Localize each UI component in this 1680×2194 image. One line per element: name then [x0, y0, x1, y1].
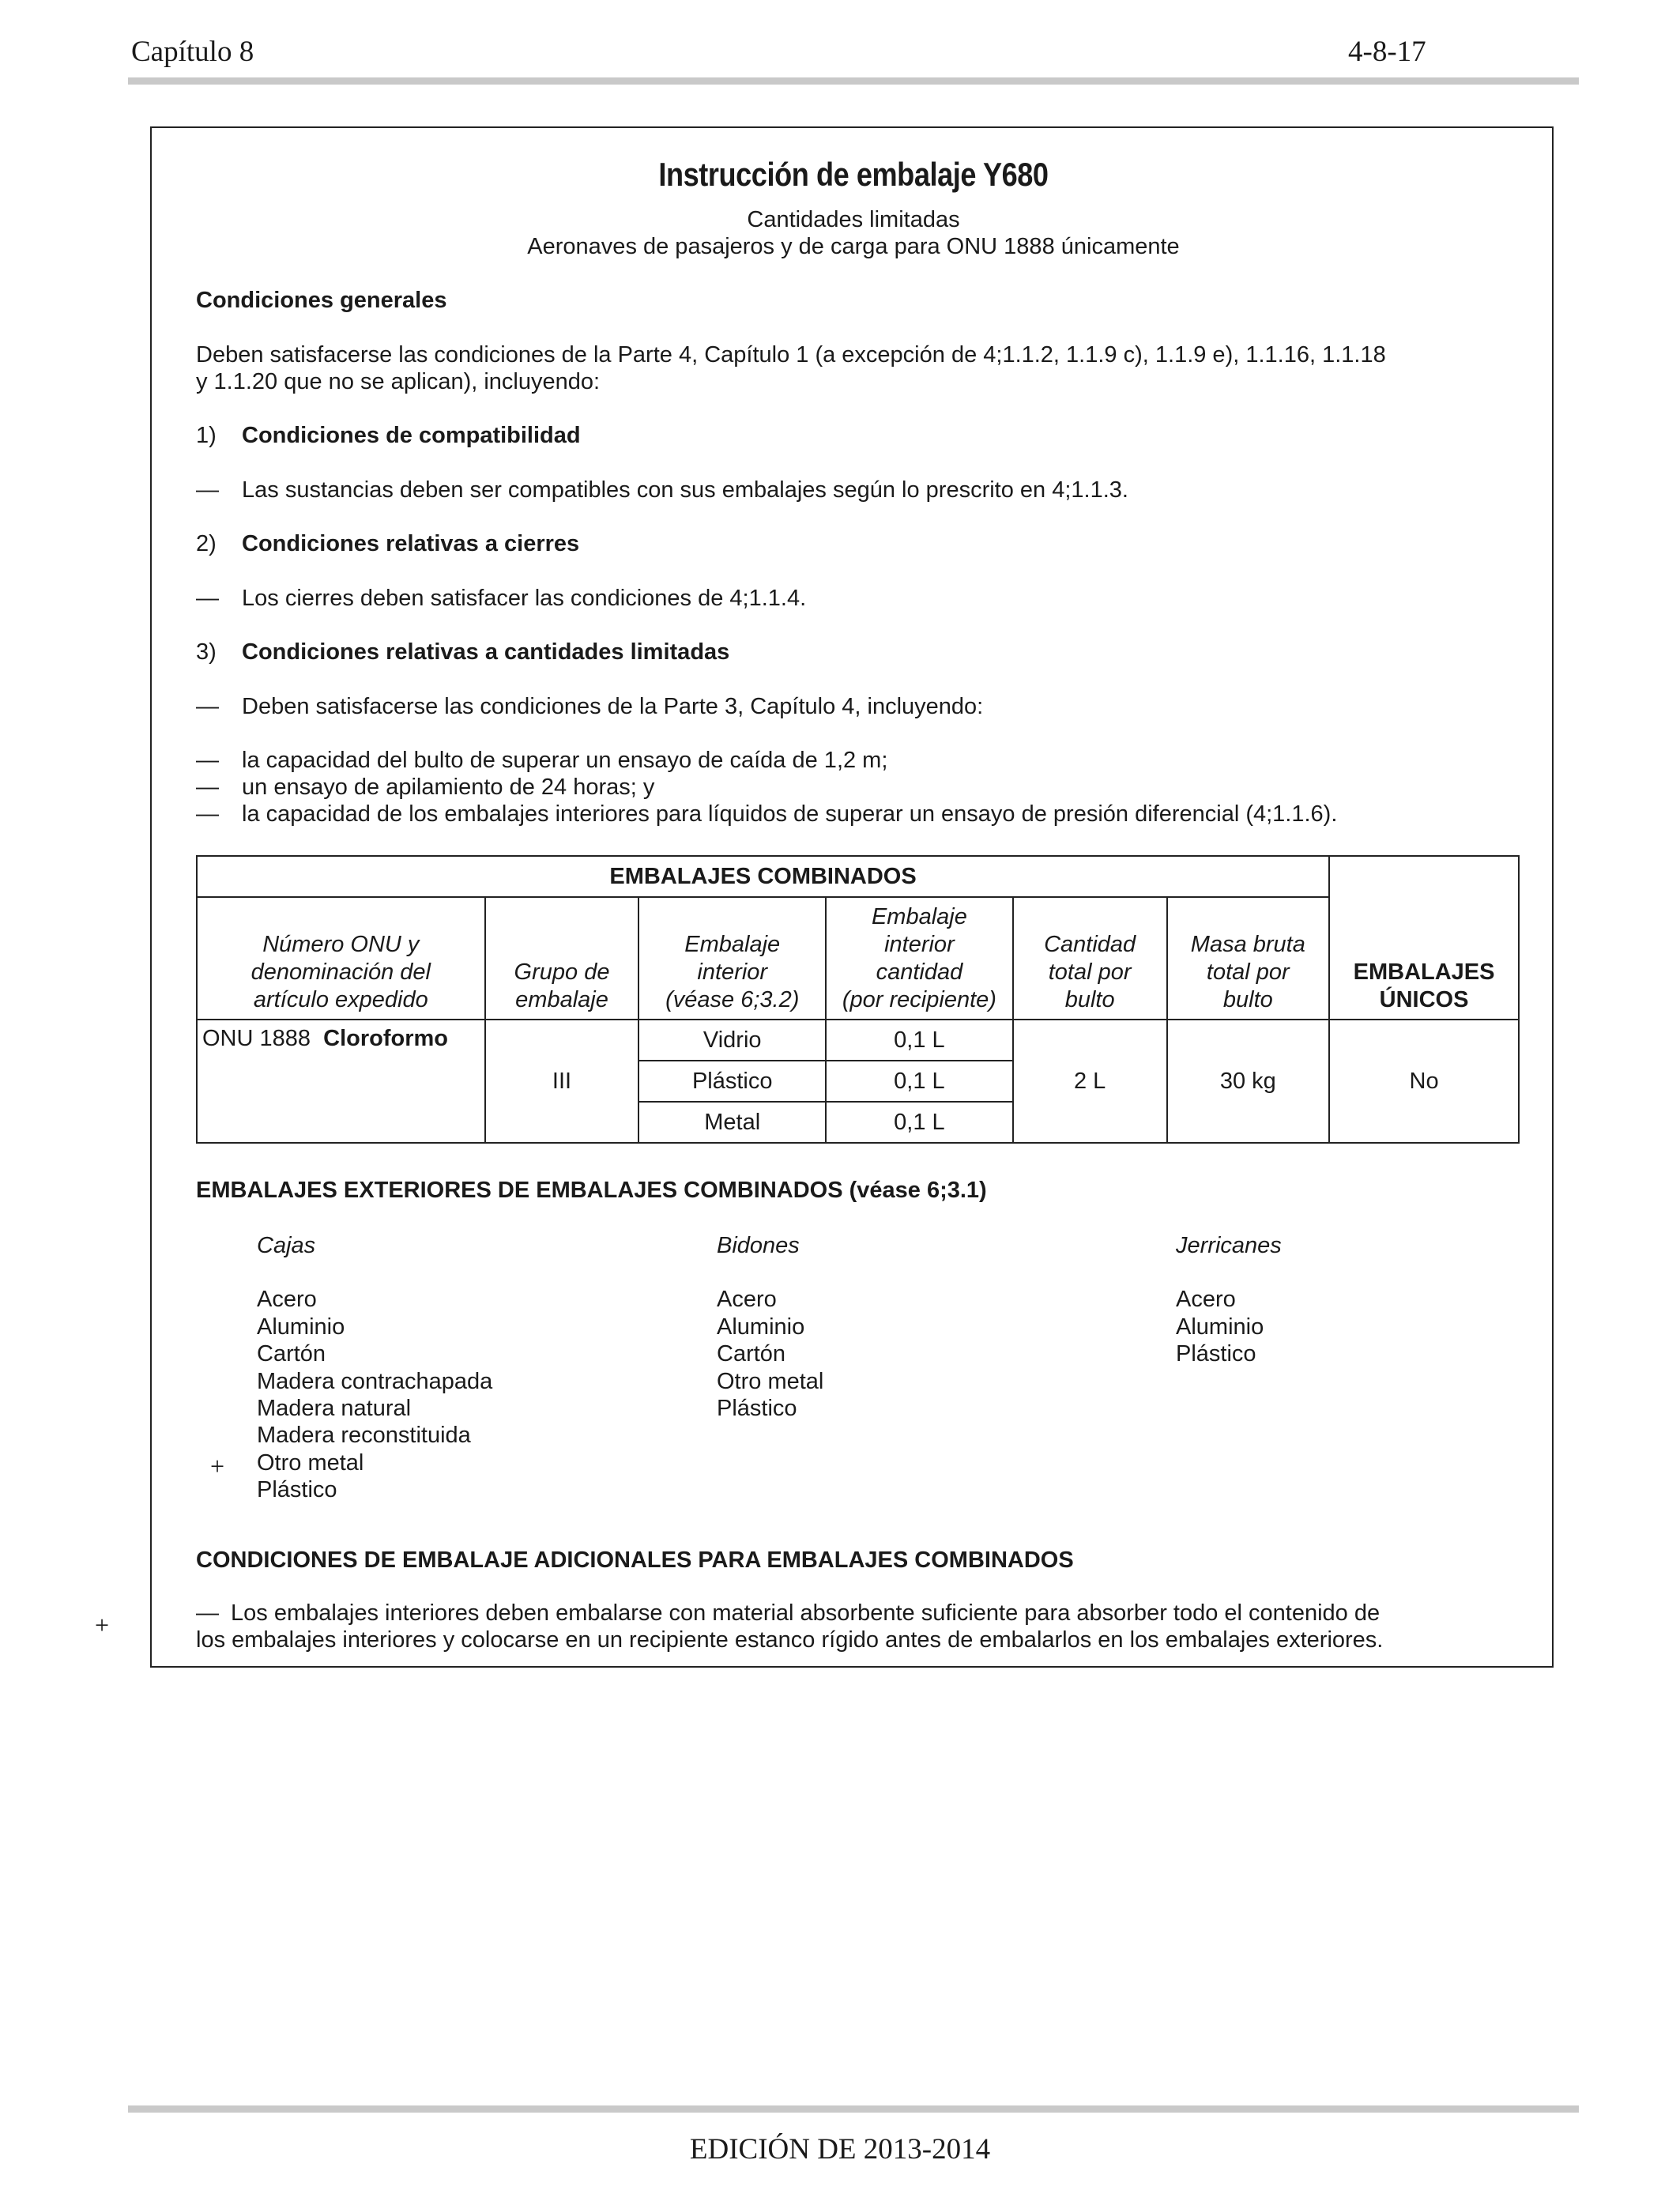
- list-item: Aluminio: [717, 1314, 805, 1340]
- list-item: Madera contrachapada: [257, 1368, 493, 1394]
- un-number-cell: ONU 1888 Cloroformo: [197, 1020, 485, 1143]
- instruction-subtitle-aircraft: Aeronaves de pasajeros y de carga para ONU 1888 únicamente: [527, 234, 1180, 259]
- column-header-inner-quantity: Embalaje interior cantidad (por recipiente): [826, 897, 1013, 1020]
- section-number: 2): [196, 531, 217, 556]
- column-header-inner-packaging: Embalaje interior (véase 6;3.2): [638, 897, 826, 1020]
- inner-packaging-type: Plástico: [638, 1061, 826, 1102]
- dash-marker: —: [196, 775, 219, 800]
- section-text-limited-quantities: Deben satisfacerse las condiciones de la Parte 3, Capítulo 4, incluyendo:: [242, 694, 984, 719]
- section-number: 3): [196, 639, 217, 665]
- inner-packaging-type: Vidrio: [638, 1020, 826, 1061]
- outer-column-title: Jerricanes: [1176, 1233, 1282, 1258]
- column-header-un-number: Número ONU y denominación del artículo expedido: [197, 897, 485, 1020]
- margin-change-mark: +: [210, 1452, 225, 1480]
- additional-conditions-line1: Los embalajes interiores deben embalarse con material absorbente suficiente para absorber todo el contenido de: [231, 1600, 1381, 1626]
- dash-marker: —: [196, 748, 219, 773]
- list-item: Madera reconstituida: [257, 1423, 471, 1449]
- section-text-closures: Los cierres deben satisfacer las condiciones de 4;1.1.4.: [242, 586, 807, 611]
- single-packagings-cell: No: [1329, 1020, 1519, 1143]
- dash-marker: —: [196, 1600, 219, 1626]
- footer-rule: [128, 2105, 1579, 2113]
- list-item: Otro metal: [717, 1368, 824, 1394]
- section-heading-limited-quantities: Condiciones relativas a cantidades limitadas: [242, 639, 730, 665]
- bullet-pressure-test: la capacidad de los embalajes interiores para líquidos de superar un ensayo de presión diferencial (4;1.1.6).: [242, 801, 1338, 827]
- list-item: Aluminio: [257, 1314, 345, 1340]
- list-item: Plástico: [717, 1396, 797, 1422]
- single-packagings-header: EMBALAJES ÚNICOS: [1329, 856, 1519, 1020]
- dash-marker: —: [196, 586, 219, 611]
- list-item: Otro metal: [257, 1449, 364, 1476]
- combined-packagings-header: EMBALAJES COMBINADOS: [197, 856, 1329, 897]
- list-item: Acero: [717, 1287, 777, 1313]
- packing-instruction-box: [150, 126, 1554, 1668]
- dash-marker: —: [196, 477, 219, 503]
- dash-marker: —: [196, 694, 219, 719]
- instruction-subtitle-limited: Cantidades limitadas: [747, 207, 960, 232]
- dash-marker: —: [196, 801, 219, 827]
- inner-packaging-quantity: 0,1 L: [826, 1061, 1013, 1102]
- section-text-compatibility: Las sustancias deben ser compatibles con sus embalajes según lo prescrito en 4;1.1.3.: [242, 477, 1128, 503]
- bullet-stacking-test: un ensayo de apilamiento de 24 horas; y: [242, 775, 655, 800]
- column-header-total-quantity: Cantidad total por bulto: [1013, 897, 1167, 1020]
- instruction-title: Instrucción de embalaje Y680: [658, 156, 1049, 193]
- combination-packagings-table: [196, 855, 1520, 1144]
- list-item: Cartón: [257, 1341, 326, 1367]
- list-item: Plástico: [257, 1477, 337, 1503]
- additional-conditions-heading: CONDICIONES DE EMBALAJE ADICIONALES PARA EMBALAJES COMBINADOS: [196, 1547, 1074, 1573]
- general-intro-line2: y 1.1.20 que no se aplican), incluyendo:: [196, 369, 601, 394]
- gross-mass-cell: 30 kg: [1167, 1020, 1330, 1143]
- outer-column-boxes: [257, 1232, 492, 1504]
- outer-column-jerricans: [1176, 1232, 1282, 1368]
- list-item: Madera natural: [257, 1396, 412, 1422]
- header-rule: [128, 77, 1579, 85]
- outer-column-title: Cajas: [257, 1233, 316, 1258]
- section-heading-compatibility: Condiciones de compatibilidad: [242, 423, 581, 448]
- margin-change-mark: +: [95, 1611, 110, 1639]
- inner-packaging-quantity: 0,1 L: [826, 1102, 1013, 1143]
- total-quantity-cell: 2 L: [1013, 1020, 1167, 1143]
- inner-packaging-quantity: 0,1 L: [826, 1020, 1013, 1061]
- edition-label: EDICIÓN DE 2013-2014: [689, 2133, 991, 2166]
- list-item: Aluminio: [1176, 1314, 1264, 1340]
- list-item: Acero: [257, 1287, 317, 1313]
- packing-group-cell: III: [485, 1020, 639, 1143]
- section-heading-closures: Condiciones relativas a cierres: [242, 531, 580, 556]
- column-header-gross-mass: Masa bruta total por bulto: [1167, 897, 1330, 1020]
- additional-conditions-line2: los embalajes interiores y colocarse en un recipiente estanco rígido antes de embalarlos en los embalajes exteriores.: [196, 1627, 1384, 1653]
- general-intro-line1: Deben satisfacerse las condiciones de la Parte 4, Capítulo 1 (a excepción de 4;1.1.2, 1.1.9 c), 1.1.9 e), 1.1.16, 1.1.18: [196, 342, 1386, 368]
- inner-packaging-type: Metal: [638, 1102, 826, 1143]
- column-header-packing-group: Grupo de embalaje: [485, 897, 639, 1020]
- outer-column-title: Bidones: [717, 1233, 800, 1258]
- bullet-drop-test: la capacidad del bulto de superar un ensayo de caída de 1,2 m;: [242, 748, 888, 773]
- outer-column-drums: [717, 1232, 823, 1422]
- table-row: [197, 1020, 1519, 1061]
- list-item: Plástico: [1176, 1341, 1256, 1367]
- chapter-label: Capítulo 8: [131, 36, 254, 68]
- general-conditions-heading: Condiciones generales: [196, 288, 447, 313]
- section-number: 1): [196, 423, 217, 448]
- list-item: Acero: [1176, 1287, 1236, 1313]
- list-item: Cartón: [717, 1341, 786, 1367]
- page-number: 4-8-17: [1348, 36, 1426, 68]
- outer-packagings-heading: EMBALAJES EXTERIORES DE EMBALAJES COMBINADOS (véase 6;3.1): [196, 1178, 987, 1203]
